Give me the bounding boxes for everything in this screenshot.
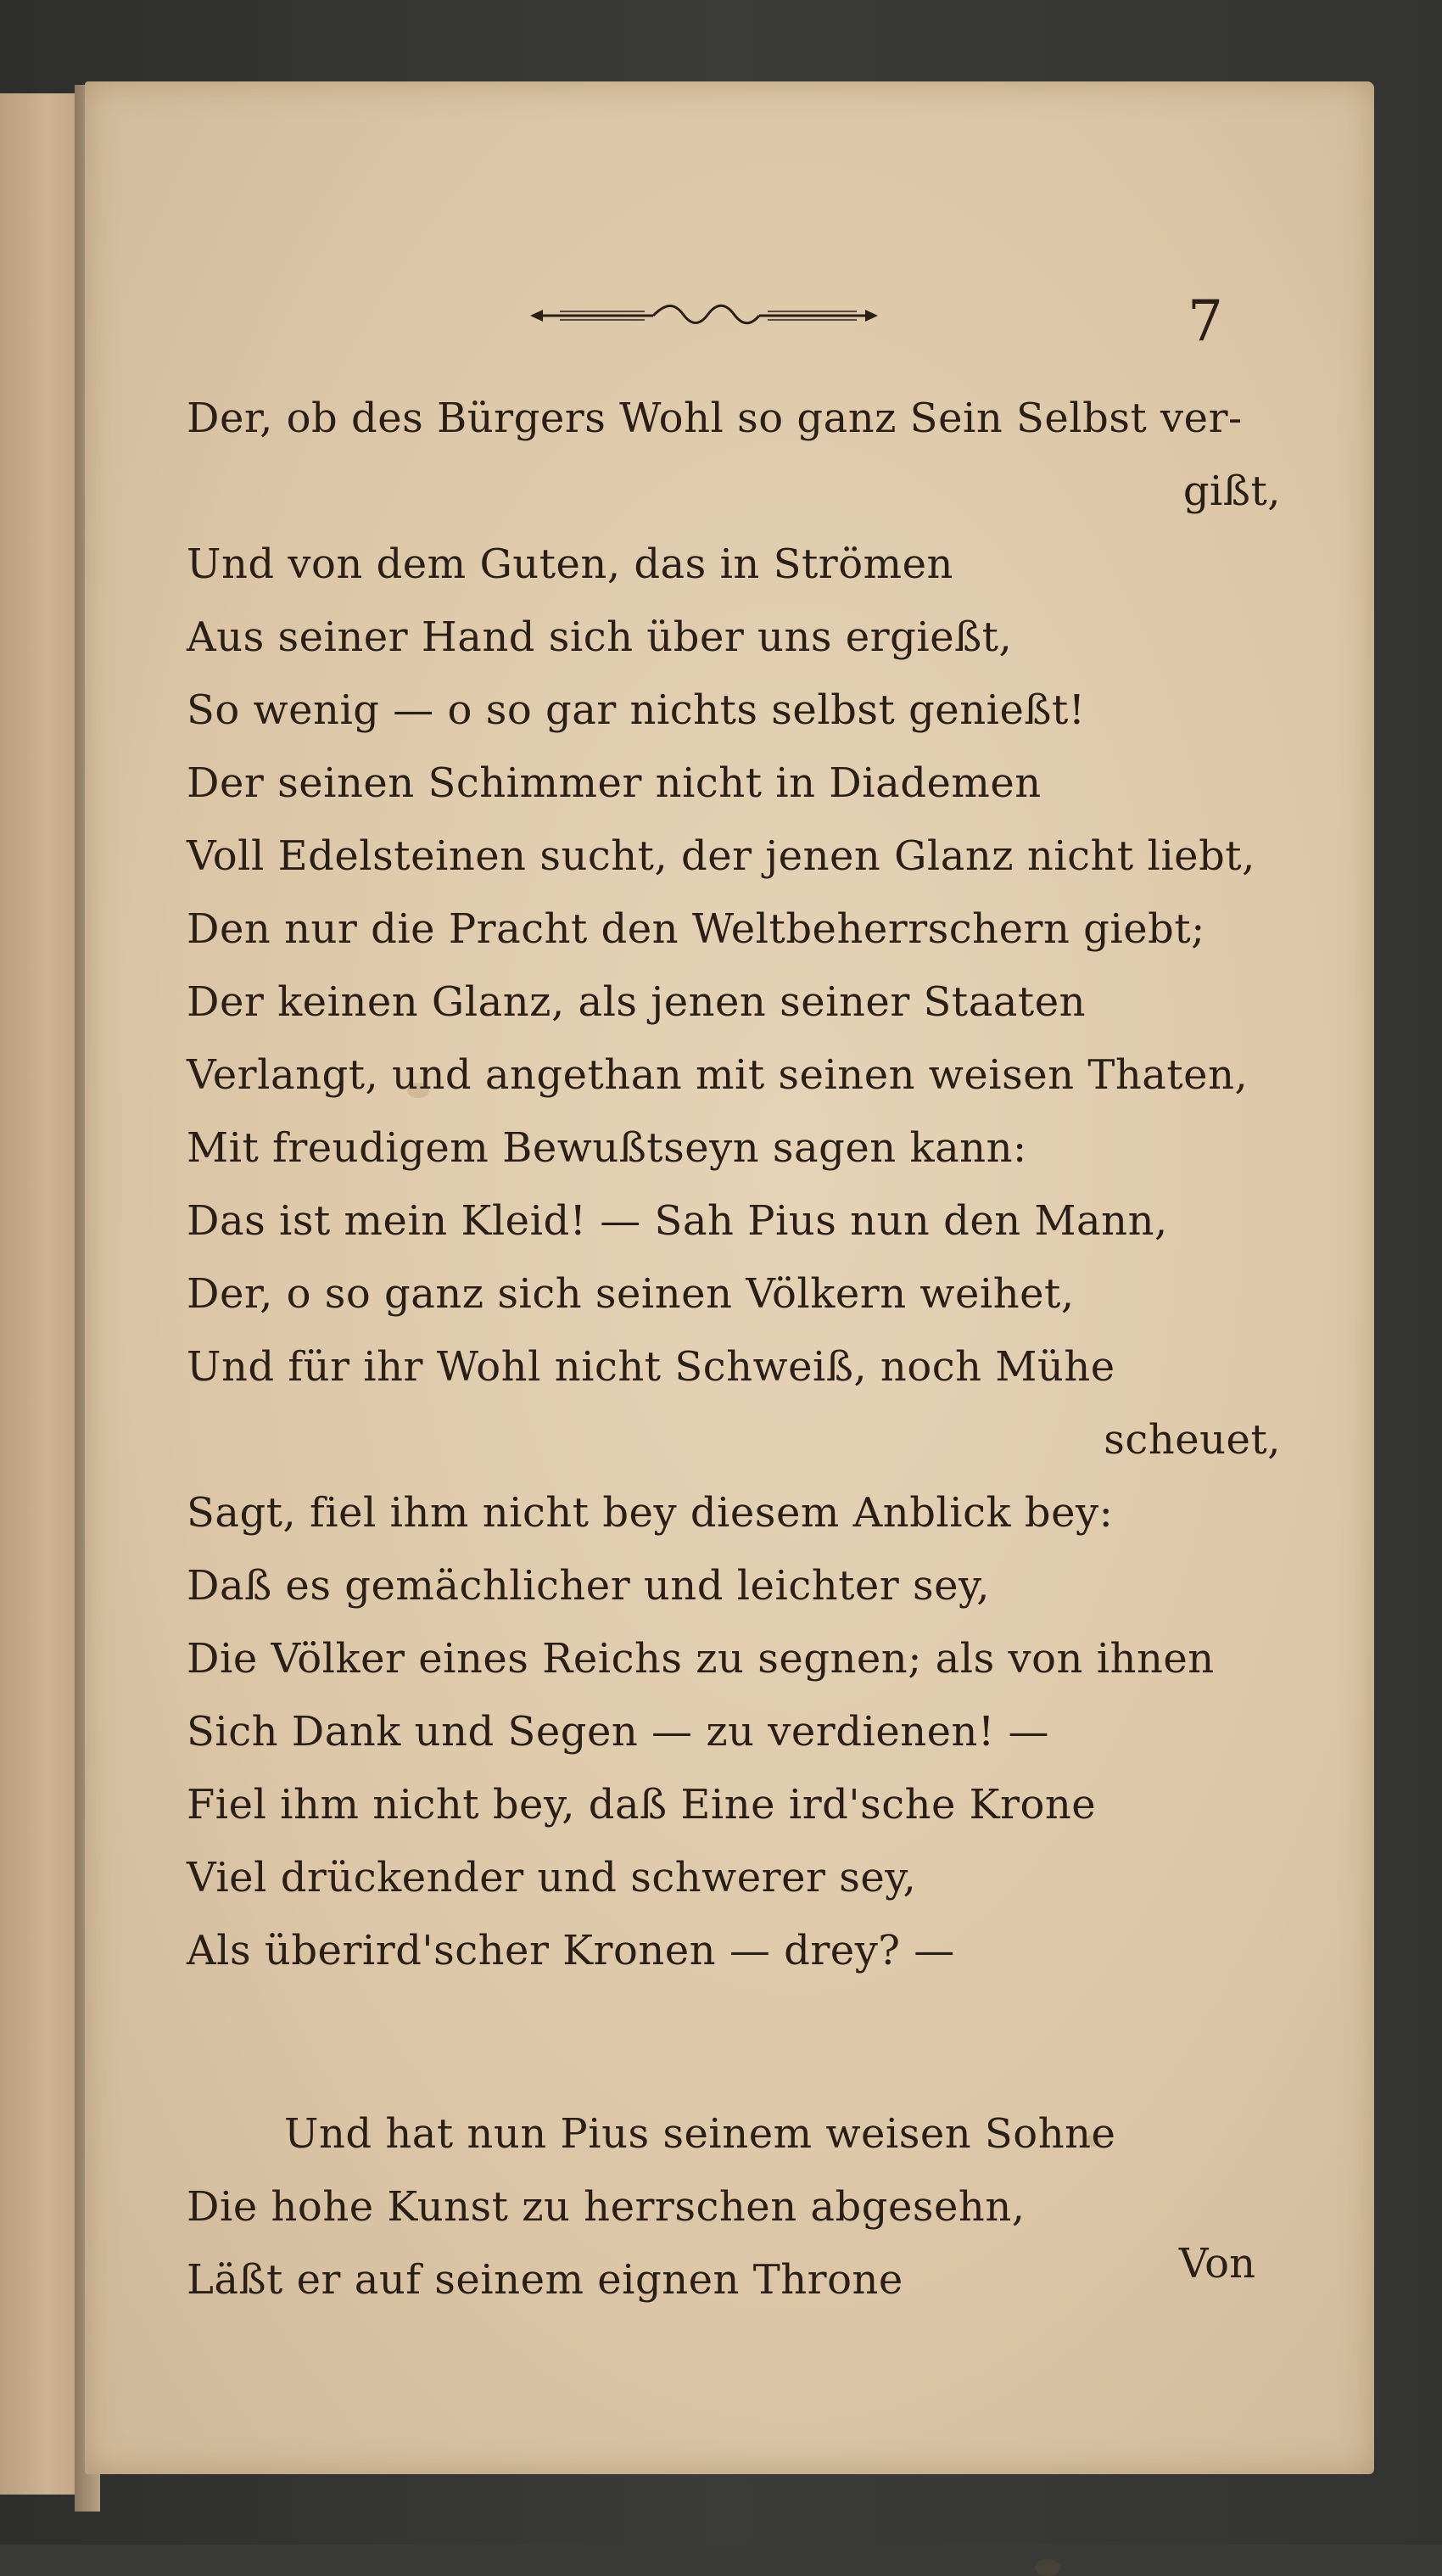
text-line: Viel drückender und schwerer sey,	[187, 1854, 917, 1901]
text-line: Fiel ihm nicht bey, daß Eine ird'sche Krone	[187, 1781, 1097, 1828]
catchword: Von	[1178, 2240, 1255, 2288]
poem-text	[187, 382, 1289, 2316]
text-line: Und von dem Guten, das in Strömen	[187, 540, 953, 588]
text-line: Aus seiner Hand sich über uns ergießt,	[187, 613, 1013, 661]
page-number: 7	[1188, 288, 1223, 354]
text-line: Daß es gemächlicher und leichter sey,	[187, 1562, 991, 1610]
text-line: So wenig — o so gar nichts selbst genießt!	[187, 686, 1086, 734]
text-line: Die Völker eines Reichs zu segnen; als von ihnen	[187, 1635, 1215, 1683]
text-line: Läßt er auf seinem eignen Throne	[187, 2256, 903, 2304]
text-line: scheuet,	[1104, 1416, 1281, 1464]
text-line: Und hat nun Pius seinem weisen Sohne	[284, 2110, 1116, 2158]
text-line: Verlangt, und angethan mit seinen weisen Thaten,	[187, 1051, 1249, 1099]
text-line: Der, o so ganz sich seinen Völkern weihet,	[187, 1270, 1075, 1318]
text-line: gißt,	[1182, 468, 1281, 515]
text-line: Sagt, fiel ihm nicht bey diesem Anblick bey:	[187, 1489, 1114, 1537]
text-line: Als überird'scher Kronen — drey? —	[187, 1927, 955, 1974]
stanza-break	[187, 1987, 1289, 2097]
text-line: Das ist mein Kleid! — Sah Pius nun den Mann,	[187, 1197, 1168, 1245]
facing-page-edge	[0, 93, 82, 2495]
paper-spot	[1035, 2559, 1060, 2576]
header-ornament	[526, 299, 882, 333]
text-line: Der, ob des Bürgers Wohl so ganz Sein Selbst ver-	[187, 395, 1243, 442]
text-line: Und für ihr Wohl nicht Schweiß, noch Mühe	[187, 1343, 1115, 1391]
text-line: Sich Dank und Segen — zu verdienen! —	[187, 1708, 1050, 1756]
text-line: Den nur die Pracht den Weltbeherrschern giebt;	[187, 905, 1205, 953]
text-line: Der keinen Glanz, als jenen seiner Staaten	[187, 978, 1087, 1026]
text-line: Mit freudigem Bewußtseyn sagen kann:	[187, 1124, 1027, 1172]
text-line: Voll Edelsteinen sucht, der jenen Glanz nicht liebt,	[187, 832, 1255, 880]
text-line: Der seinen Schimmer nicht in Diademen	[187, 759, 1042, 807]
text-line: Die hohe Kunst zu herrschen abgesehn,	[187, 2183, 1026, 2231]
